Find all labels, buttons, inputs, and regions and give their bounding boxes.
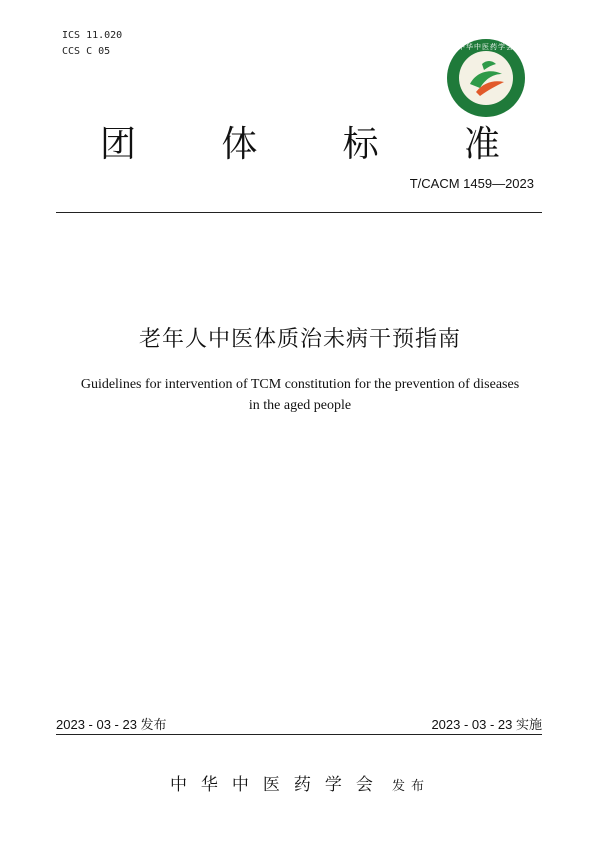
- ics-code: ICS 11.020: [62, 30, 123, 41]
- implementation-date: 2023 - 03 - 23 实施: [431, 717, 542, 732]
- classification-codes: [62, 28, 122, 60]
- standard-type-heading: [100, 116, 500, 166]
- standard-type-char: 标: [342, 124, 379, 165]
- standard-type-char: 准: [463, 124, 500, 165]
- standard-number: T/CACM 1459—2023: [409, 176, 534, 191]
- standard-type-char: 团: [100, 124, 137, 165]
- association-logo: [446, 38, 526, 118]
- bottom-divider: [56, 734, 542, 735]
- svg-text:中华中医药学会: 中华中医药学会: [458, 43, 514, 51]
- title-english-line1: Guidelines for intervention of TCM constitution for the prevention of diseases: [80, 377, 520, 392]
- title-english: [60, 374, 540, 416]
- title-chinese: 老年人中医体质治未病干预指南: [138, 327, 461, 352]
- publisher: [0, 770, 600, 795]
- top-divider: [56, 212, 542, 213]
- publisher-suffix: 发布: [392, 779, 431, 794]
- issue-date: 2023 - 03 - 23 发布: [56, 717, 167, 732]
- ccs-code: CCS C 05: [62, 46, 111, 57]
- title-english-line2: in the aged people: [248, 398, 352, 413]
- standard-type-char: 体: [221, 124, 258, 165]
- publisher-name: 中华中医药学会: [169, 775, 387, 795]
